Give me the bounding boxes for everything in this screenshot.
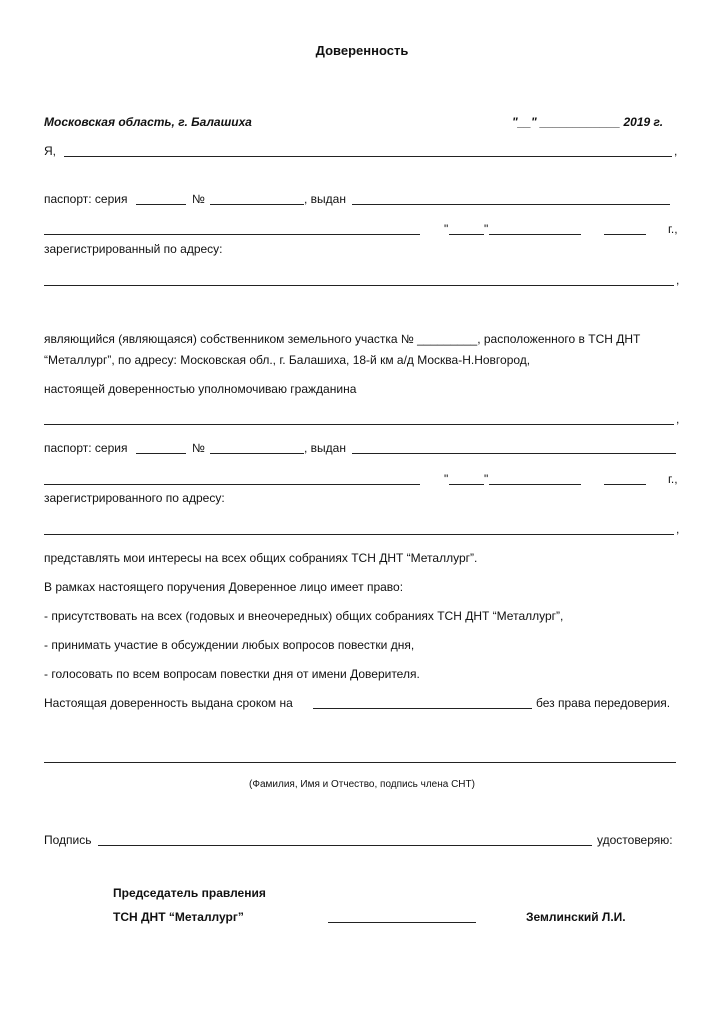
- authorize-text: настоящей доверенностью уполномочиваю гражданина: [44, 382, 357, 396]
- attorney-address-field[interactable]: [44, 534, 674, 535]
- issued-label-2: , выдан: [304, 441, 346, 455]
- passport-issuer-field[interactable]: [352, 204, 670, 205]
- issued-label: , выдан: [304, 192, 346, 206]
- signature-caption: (Фамилия, Имя и Отчество, подпись члена СНТ): [249, 779, 475, 790]
- quote-open-2: ": [444, 472, 449, 486]
- place-text: Московская область, г. Балашиха: [44, 115, 252, 129]
- certify-label: удостоверяю:: [597, 833, 673, 847]
- right-item-1: - присутствовать на всех (годовых и внеочередных) общих собраниях ТСН ДНТ “Металлург”,: [44, 609, 564, 623]
- address-text: “Металлург”, по адресу: Московская обл., г. Балашиха, 18-й км а/д Москва-Н.Новгород,: [44, 353, 531, 367]
- attorney-passport-issuer-field[interactable]: [352, 453, 676, 454]
- term-text: Настоящая доверенность выдана сроком на: [44, 696, 293, 710]
- passport-series-field[interactable]: [136, 204, 186, 205]
- year-suffix-2: г.,: [668, 472, 678, 486]
- attorney-passport-issuer-field-cont[interactable]: [44, 484, 420, 485]
- org-name: ТСН ДНТ “Металлург”: [113, 910, 244, 924]
- passport-series-label-2: паспорт: серия: [44, 441, 128, 455]
- attorney-name-field[interactable]: [44, 424, 674, 425]
- principal-signature-field[interactable]: [44, 762, 676, 763]
- right-item-3: - голосовать по всем вопросам повестки дня от имени Доверителя.: [44, 667, 420, 681]
- attorney-passport-series-field[interactable]: [136, 453, 186, 454]
- issue-month-field[interactable]: [489, 234, 581, 235]
- right-item-2: - принимать участие в обсуждении любых вопросов повестки дня,: [44, 638, 415, 652]
- principal-address-field[interactable]: [44, 285, 674, 286]
- document-title: Доверенность: [315, 43, 409, 58]
- attorney-issue-day-field[interactable]: [449, 484, 484, 485]
- sign-label: Подпись: [44, 833, 92, 847]
- attorney-issue-year-field[interactable]: [604, 484, 646, 485]
- no-redelegation-text: без права передоверия.: [536, 696, 671, 710]
- number-sign: №: [192, 192, 205, 206]
- year-suffix: г.,: [668, 222, 678, 236]
- i-label: Я,: [44, 144, 56, 158]
- rights-intro: В рамках настоящего поручения Доверенное лицо имеет право:: [44, 580, 404, 594]
- issue-day-field[interactable]: [449, 234, 484, 235]
- date-text: "__" ____________ 2019 г.: [512, 115, 664, 129]
- represent-text: представлять мои интересы на всех общих собраниях ТСН ДНТ “Металлург”.: [44, 551, 478, 565]
- owner-text: являющийся (являющаяся) собственником земельного участка № _________, расположенного в ТСН ДНТ: [44, 332, 641, 346]
- term-field[interactable]: [313, 708, 532, 709]
- registered-label-2: зарегистрированного по адресу:: [44, 491, 225, 505]
- comma: ,: [676, 522, 680, 536]
- principal-name-field[interactable]: [64, 156, 672, 157]
- quote-close-2: ": [484, 472, 489, 486]
- quote-open: ": [444, 222, 449, 236]
- certified-signature-field[interactable]: [98, 845, 592, 846]
- attorney-passport-number-field[interactable]: [210, 453, 304, 454]
- chairman-name: Землинский Л.И.: [526, 910, 626, 924]
- comma: ,: [676, 412, 680, 426]
- registered-label: зарегистрированный по адресу:: [44, 242, 223, 256]
- issue-year-field[interactable]: [604, 234, 646, 235]
- chairman-signature-field[interactable]: [328, 922, 476, 923]
- comma: ,: [676, 273, 680, 287]
- attorney-issue-month-field[interactable]: [489, 484, 581, 485]
- chairman-title: Председатель правления: [113, 886, 266, 900]
- quote-close: ": [484, 222, 489, 236]
- passport-issuer-field-cont[interactable]: [44, 234, 420, 235]
- passport-number-field[interactable]: [210, 204, 304, 205]
- comma: ,: [674, 144, 678, 158]
- passport-series-label: паспорт: серия: [44, 192, 128, 206]
- number-sign-2: №: [192, 441, 205, 455]
